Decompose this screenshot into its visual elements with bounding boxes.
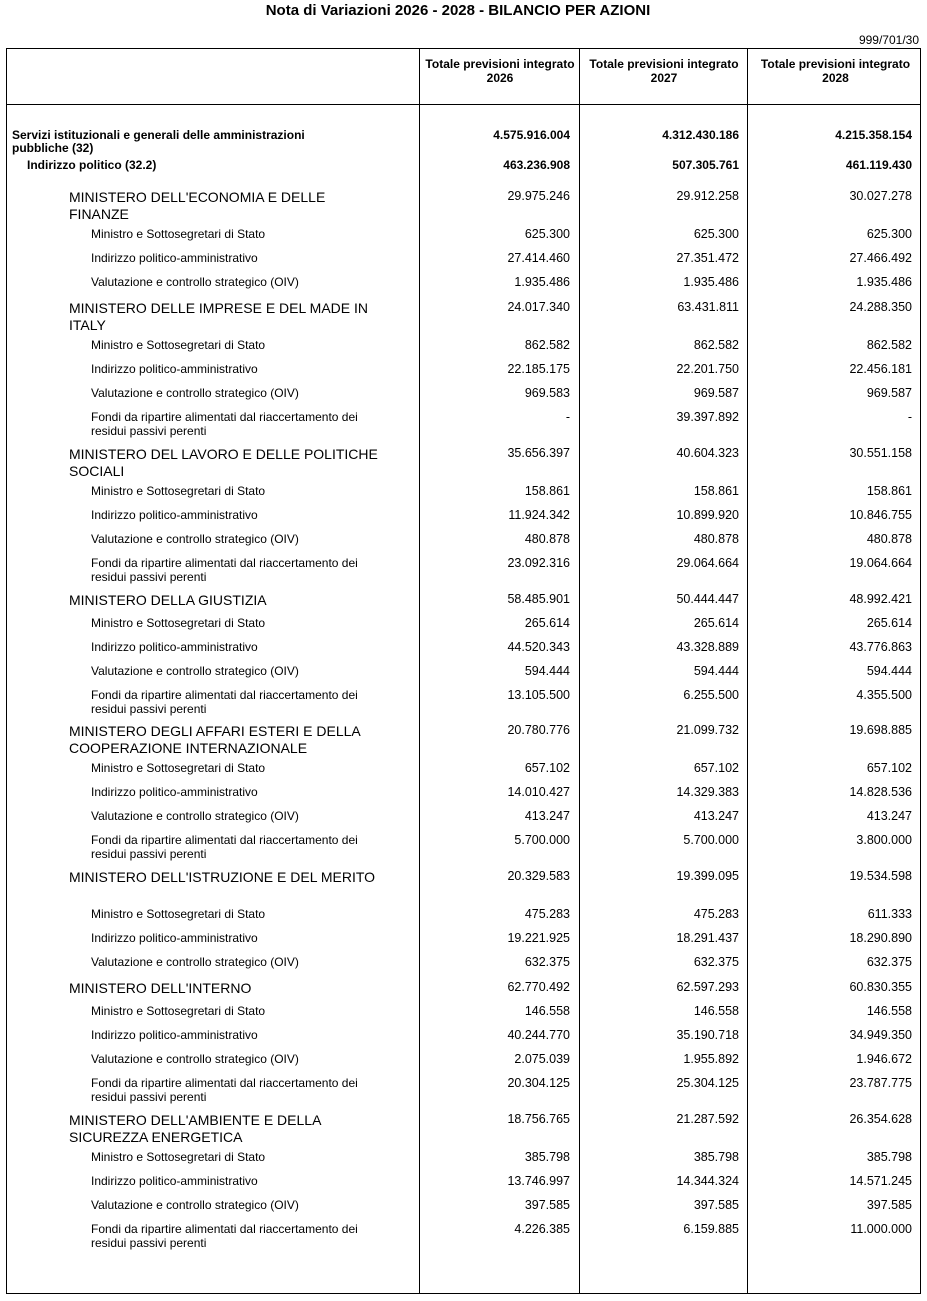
action-row-value-2027: 862.582	[693, 338, 739, 352]
action-row-label: Valutazione e controllo strategico (OIV)	[91, 1052, 299, 1066]
ministry-row-value-2027: 40.604.323	[676, 446, 739, 460]
ministry-row-value-2027: 63.431.811	[677, 300, 739, 314]
action-row-label: Indirizzo politico-amministrativo	[91, 1028, 258, 1042]
ministry-row-label: MINISTERO DELL'ECONOMIA E DELLE FINANZE	[69, 189, 326, 222]
action-row-label: Ministro e Sottosegretari di Stato	[91, 484, 266, 498]
action-row-value-2028: 23.787.775	[849, 1076, 912, 1090]
action-row-value-2026: 23.092.316	[507, 556, 570, 570]
action-row-value-2026: 20.304.125	[507, 1076, 570, 1090]
ministry-row-label: MINISTERO DELLA GIUSTIZIA	[69, 592, 267, 608]
column-divider	[747, 49, 748, 1293]
ministry-row-value-2028: 30.027.278	[849, 189, 912, 203]
action-row-label: Valutazione e controllo strategico (OIV)	[91, 386, 299, 400]
ministry-row-value-2026: 29.975.246	[507, 189, 570, 203]
document-title: Nota di Variazioni 2026 - 2028 - BILANCIO PER AZIONI	[265, 2, 651, 19]
action-row-value-2027: 25.304.125	[676, 1076, 739, 1090]
action-row-value-2026: 44.520.343	[507, 640, 570, 654]
ministry-row-label: MINISTERO DELLE IMPRESE E DEL MADE IN ITALY	[69, 300, 368, 333]
action-row-value-2028: -	[907, 410, 912, 424]
action-row-value-2027: 969.587	[693, 386, 739, 400]
ministry-row-value-2028: 19.534.598	[849, 869, 912, 883]
action-row-label: Indirizzo politico-amministrativo	[91, 251, 258, 265]
budget-table	[6, 48, 921, 1294]
action-row-value-2028: 611.333	[867, 907, 912, 921]
action-row-label: Valutazione e controllo strategico (OIV)	[91, 809, 299, 823]
action-row-label: Valutazione e controllo strategico (OIV)	[91, 664, 299, 678]
ministry-row-value-2027: 21.099.732	[676, 723, 739, 737]
action-row-label: Fondi da ripartire alimentati dal riaccertamento dei residui passivi perenti	[91, 833, 358, 861]
action-row-label: Indirizzo politico-amministrativo	[91, 785, 258, 799]
action-row-value-2028: 1.946.672	[856, 1052, 912, 1066]
mission-total-value-2026: 4.575.916.004	[493, 128, 570, 142]
action-row-label: Fondi da ripartire alimentati dal riaccertamento dei residui passivi perenti	[91, 1076, 358, 1104]
action-row-value-2026: 397.585	[524, 1198, 570, 1212]
action-row-value-2028: 3.800.000	[856, 833, 912, 847]
action-row-value-2028: 265.614	[866, 616, 912, 630]
action-row-label: Ministro e Sottosegretari di Stato	[91, 761, 266, 775]
action-row-value-2028: 1.935.486	[856, 275, 912, 289]
ministry-row-label: MINISTERO DEL LAVORO E DELLE POLITICHE SOCIALI	[69, 446, 378, 479]
action-row-value-2027: 625.300	[693, 227, 739, 241]
ministry-row-value-2026: 20.780.776	[507, 723, 570, 737]
action-row-value-2028: 19.064.664	[849, 556, 912, 570]
action-row-value-2028: 11.000.000	[850, 1222, 912, 1236]
action-row-value-2028: 4.355.500	[856, 688, 912, 702]
action-row-value-2027: 397.585	[693, 1198, 739, 1212]
action-row-value-2026: 1.935.486	[514, 275, 570, 289]
ministry-row-label: MINISTERO DELL'INTERNO	[69, 980, 252, 996]
ministry-row-value-2027: 50.444.447	[676, 592, 739, 606]
action-row-value-2026: 146.558	[524, 1004, 570, 1018]
action-row-value-2027: 594.444	[693, 664, 739, 678]
action-row-value-2026: 475.283	[524, 907, 570, 921]
action-row-value-2027: 18.291.437	[676, 931, 739, 945]
action-row-value-2026: 40.244.770	[507, 1028, 570, 1042]
ministry-row-value-2026: 62.770.492	[507, 980, 570, 994]
action-row-value-2027: 43.328.889	[676, 640, 739, 654]
action-row-value-2028: 34.949.350	[849, 1028, 912, 1042]
action-row-value-2028: 146.558	[866, 1004, 912, 1018]
action-row-value-2026: 413.247	[524, 809, 570, 823]
action-row-label: Fondi da ripartire alimentati dal riaccertamento dei residui passivi perenti	[91, 410, 358, 438]
action-row-label: Indirizzo politico-amministrativo	[91, 508, 258, 522]
program-total-value-2028: 461.119.430	[845, 158, 912, 172]
action-row-label: Ministro e Sottosegretari di Stato	[91, 227, 266, 241]
action-row-value-2027: 5.700.000	[683, 833, 739, 847]
action-row-label: Ministro e Sottosegretari di Stato	[91, 338, 266, 352]
action-row-value-2027: 146.558	[693, 1004, 739, 1018]
action-row-label: Indirizzo politico-amministrativo	[91, 640, 258, 654]
ministry-row-label: MINISTERO DELL'AMBIENTE E DELLA SICUREZZA ENERGETICA	[69, 1112, 321, 1145]
action-row-value-2028: 14.828.536	[849, 785, 912, 799]
action-row-label: Ministro e Sottosegretari di Stato	[91, 1150, 266, 1164]
action-row-value-2026: 13.105.500	[507, 688, 570, 702]
action-row-value-2028: 43.776.863	[849, 640, 912, 654]
action-row-value-2026: 625.300	[524, 227, 570, 241]
ministry-row-value-2026: 24.017.340	[507, 300, 570, 314]
action-row-value-2027: 27.351.472	[676, 251, 739, 265]
action-row-value-2027: 14.344.324	[676, 1174, 739, 1188]
action-row-value-2027: 480.878	[693, 532, 739, 546]
action-row-value-2026: 657.102	[524, 761, 570, 775]
ministry-row-value-2028: 24.288.350	[849, 300, 912, 314]
action-row-value-2026: 158.861	[524, 484, 570, 498]
action-row-label: Valutazione e controllo strategico (OIV)	[91, 275, 299, 289]
action-row-value-2027: 6.255.500	[683, 688, 739, 702]
program-total-value-2026: 463.236.908	[503, 158, 570, 172]
ministry-row-value-2028: 19.698.885	[849, 723, 912, 737]
action-row-value-2028: 480.878	[866, 532, 912, 546]
ministry-row-value-2027: 19.399.095	[676, 869, 739, 883]
action-row-value-2028: 385.798	[866, 1150, 912, 1164]
program-total-label: Indirizzo politico (32.2)	[27, 158, 157, 172]
action-row-value-2026: -	[565, 410, 570, 424]
action-row-value-2027: 1.935.486	[683, 275, 739, 289]
ministry-row-label: MINISTERO DELL'ISTRUZIONE E DEL MERITO	[69, 869, 376, 885]
ministry-row-value-2027: 62.597.293	[676, 980, 739, 994]
mission-total-value-2027: 4.312.430.186	[662, 128, 739, 142]
action-row-value-2027: 475.283	[693, 907, 739, 921]
ministry-row-value-2027: 21.287.592	[676, 1112, 739, 1126]
action-row-value-2027: 413.247	[693, 809, 739, 823]
action-row-label: Ministro e Sottosegretari di Stato	[91, 1004, 266, 1018]
action-row-value-2027: 39.397.892	[676, 410, 739, 424]
action-row-value-2028: 158.861	[866, 484, 912, 498]
mission-total-label: Servizi istituzionali e generali delle amministrazioni pubbliche (32)	[12, 128, 305, 155]
ministry-row-value-2026: 20.329.583	[507, 869, 570, 883]
ministry-row-value-2028: 60.830.355	[849, 980, 912, 994]
action-row-value-2026: 594.444	[524, 664, 570, 678]
action-row-value-2026: 27.414.460	[507, 251, 570, 265]
action-row-value-2026: 22.185.175	[507, 362, 570, 376]
action-row-label: Valutazione e controllo strategico (OIV)	[91, 955, 299, 969]
column-header-2026: Totale previsioni integrato 2026	[425, 57, 575, 85]
action-row-value-2027: 1.955.892	[683, 1052, 739, 1066]
action-row-value-2027: 657.102	[693, 761, 739, 775]
mission-total-value-2028: 4.215.358.154	[835, 128, 912, 142]
ministry-row-value-2026: 58.485.901	[507, 592, 570, 606]
action-row-value-2028: 862.582	[866, 338, 912, 352]
action-row-value-2026: 14.010.427	[507, 785, 570, 799]
action-row-value-2026: 4.226.385	[514, 1222, 570, 1236]
action-row-value-2027: 265.614	[693, 616, 739, 630]
action-row-value-2026: 13.746.997	[507, 1174, 570, 1188]
column-divider	[579, 49, 580, 1293]
action-row-value-2026: 969.583	[524, 386, 570, 400]
action-row-value-2028: 18.290.890	[849, 931, 912, 945]
action-row-label: Valutazione e controllo strategico (OIV)	[91, 1198, 299, 1212]
action-row-value-2028: 969.587	[866, 386, 912, 400]
action-row-value-2028: 14.571.245	[849, 1174, 912, 1188]
action-row-label: Fondi da ripartire alimentati dal riaccertamento dei residui passivi perenti	[91, 556, 358, 584]
action-row-value-2027: 14.329.383	[676, 785, 739, 799]
action-row-value-2028: 413.247	[866, 809, 912, 823]
action-row-value-2028: 625.300	[866, 227, 912, 241]
action-row-label: Indirizzo politico-amministrativo	[91, 1174, 258, 1188]
action-row-value-2027: 6.159.885	[683, 1222, 739, 1236]
action-row-value-2028: 22.456.181	[849, 362, 912, 376]
action-row-value-2026: 480.878	[524, 532, 570, 546]
action-row-label: Ministro e Sottosegretari di Stato	[91, 907, 266, 921]
action-row-value-2026: 385.798	[524, 1150, 570, 1164]
action-row-label: Fondi da ripartire alimentati dal riaccertamento dei residui passivi perenti	[91, 688, 358, 716]
ministry-row-value-2028: 48.992.421	[849, 592, 912, 606]
action-row-label: Ministro e Sottosegretari di Stato	[91, 616, 266, 630]
action-row-value-2028: 594.444	[866, 664, 912, 678]
ministry-row-value-2026: 35.656.397	[507, 446, 570, 460]
action-row-value-2027: 10.899.920	[676, 508, 739, 522]
action-row-value-2026: 19.221.925	[507, 931, 570, 945]
action-row-value-2026: 632.375	[524, 955, 570, 969]
action-row-value-2027: 158.861	[693, 484, 739, 498]
action-row-label: Fondi da ripartire alimentati dal riaccertamento dei residui passivi perenti	[91, 1222, 358, 1250]
action-row-value-2028: 27.466.492	[849, 251, 912, 265]
action-row-value-2028: 657.102	[866, 761, 912, 775]
column-header-2028: Totale previsioni integrato 2028	[760, 57, 911, 85]
action-row-value-2027: 385.798	[693, 1150, 739, 1164]
action-row-value-2027: 632.375	[693, 955, 739, 969]
action-row-value-2027: 22.201.750	[676, 362, 739, 376]
action-row-value-2028: 632.375	[866, 955, 912, 969]
ministry-row-value-2028: 30.551.158	[849, 446, 912, 460]
action-row-value-2026: 5.700.000	[514, 833, 570, 847]
header-divider	[7, 104, 920, 105]
action-row-value-2028: 10.846.755	[849, 508, 912, 522]
action-row-value-2028: 397.585	[866, 1198, 912, 1212]
program-total-value-2027: 507.305.761	[672, 158, 739, 172]
action-row-value-2026: 11.924.342	[508, 508, 570, 522]
ministry-row-value-2027: 29.912.258	[676, 189, 739, 203]
action-row-label: Valutazione e controllo strategico (OIV)	[91, 532, 299, 546]
column-header-2027: Totale previsioni integrato 2027	[589, 57, 739, 85]
action-row-label: Indirizzo politico-amministrativo	[91, 931, 258, 945]
document-code: 999/701/30	[858, 33, 919, 47]
ministry-row-value-2028: 26.354.628	[849, 1112, 912, 1126]
action-row-label: Indirizzo politico-amministrativo	[91, 362, 258, 376]
ministry-row-label: MINISTERO DEGLI AFFARI ESTERI E DELLA COOPERAZIONE INTERNAZIONALE	[69, 723, 360, 756]
ministry-row-value-2026: 18.756.765	[507, 1112, 570, 1126]
action-row-value-2026: 862.582	[524, 338, 570, 352]
action-row-value-2026: 2.075.039	[514, 1052, 570, 1066]
action-row-value-2027: 29.064.664	[676, 556, 739, 570]
action-row-value-2026: 265.614	[524, 616, 570, 630]
action-row-value-2027: 35.190.718	[676, 1028, 739, 1042]
